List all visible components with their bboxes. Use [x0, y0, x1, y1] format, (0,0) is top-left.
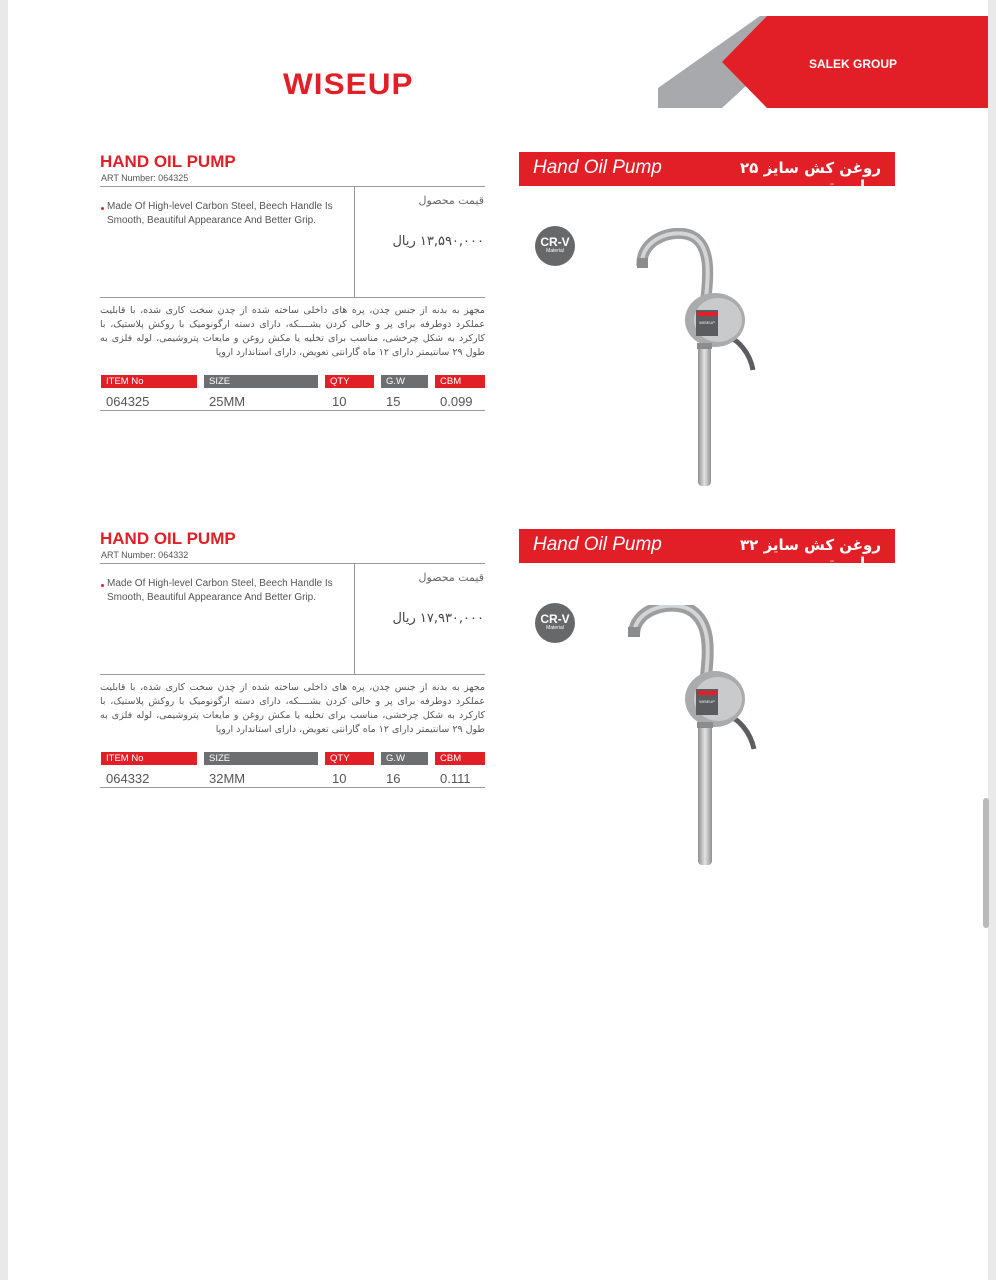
material-caption: Material: [546, 248, 564, 254]
feature-text-en: Made Of High-level Carbon Steel, Beech Handle Is Smooth, Beautiful Appearance And Better Grip.: [107, 578, 333, 603]
pump-label: WISEUP: [699, 320, 715, 325]
divider-vertical: [354, 187, 355, 297]
material-badge: [535, 603, 575, 643]
table-cell-gw: 15: [386, 394, 401, 409]
divider-vertical: [354, 564, 355, 674]
product-banner: [519, 152, 895, 195]
table-cell-size: 32MM: [209, 771, 246, 786]
table-cell-cbm: 0.099: [440, 394, 473, 409]
table-cell-qty: 10: [332, 394, 347, 409]
table-header-item-no: ITEM No: [101, 375, 197, 388]
banner-title-en: Hand Oil Pump: [533, 157, 662, 178]
table-header-cbm: CBM: [435, 375, 485, 388]
product-card: [0, 152, 996, 532]
material-badge: [535, 226, 575, 266]
table-header-cbm: CBM: [435, 752, 485, 765]
table-cell-item-no: 064325: [106, 394, 150, 409]
table-header-gw: G.W: [381, 375, 428, 388]
product-banner: [519, 529, 895, 572]
feature-text-en: Made Of High-level Carbon Steel, Beech Handle Is Smooth, Beautiful Appearance And Better Grip.: [107, 201, 333, 226]
product-price: ۱۷,۹۳۰,۰۰۰ ریال: [392, 611, 484, 626]
price-label: قیمت محصول: [418, 194, 484, 207]
brand-group-label: SALEK GROUP: [808, 57, 897, 71]
product-card: [0, 529, 996, 909]
table-header-item-no: ITEM No: [101, 752, 197, 765]
hand-oil-pump-image: [620, 605, 770, 870]
table-header-size: SIZE: [204, 375, 318, 388]
divider: [100, 186, 485, 187]
description-fa: مجهز به بدنه از جنس چدن، پره های داخلی ساخته شده از چدن سخت کاری شده، با قابلیت عملکرد دوطرفه برای پر و خالی کردن بشــــکه، دارای دسته ارگونومیک با روکش پلاستیک، با کارکرد به شکل چرخشی، مناسب برای تخلیه یا مکش روغن و مایعات پتروشیمی، لوله فلزی به طول ۲۹ سانتیمتر دارای ۱۲ ماه گارانتی تعویض، دارای استاندارد اروپا: [100, 682, 485, 735]
logo-wordmark: WISEUP: [283, 68, 414, 101]
banner-title-fa: روغن کش سایز ۳۲ میلی‌متر: [740, 536, 881, 572]
table-header-qty: QTY: [325, 752, 374, 765]
table-header-gw: G.W: [381, 752, 428, 765]
table-cell-qty: 10: [332, 771, 347, 786]
table-cell-gw: 16: [386, 771, 401, 786]
banner-title-fa: روغن کش سایز ۲۵ میلی‌متر: [740, 159, 881, 195]
table-header-qty: QTY: [325, 375, 374, 388]
material-badge-text: CR-V: [540, 235, 570, 249]
table-cell-cbm: 0.111: [440, 771, 471, 786]
divider: [100, 674, 485, 675]
art-number: ART Number: 064332: [101, 550, 189, 560]
divider: [100, 410, 485, 411]
art-number: ART Number: 064325: [101, 173, 189, 183]
banner-title-en: Hand Oil Pump: [533, 534, 662, 555]
divider: [100, 563, 485, 564]
divider: [100, 787, 485, 788]
material-caption: Material: [546, 625, 564, 631]
price-label: قیمت محصول: [418, 571, 484, 584]
product-title: HAND OIL PUMP: [100, 529, 236, 548]
pump-label: WISEUP: [699, 699, 715, 704]
product-title: HAND OIL PUMP: [100, 152, 236, 171]
table-cell-size: 25MM: [209, 394, 246, 409]
product-price: ۱۳,۵۹۰,۰۰۰ ریال: [392, 234, 484, 249]
divider: [100, 297, 485, 298]
wiseup-logo: [283, 70, 453, 100]
table-header-size: SIZE: [204, 752, 318, 765]
material-badge-text: CR-V: [540, 612, 570, 626]
table-cell-item-no: 064332: [106, 771, 150, 786]
header-banner: [0, 0, 996, 120]
description-fa: مجهز به بدنه از جنس چدن، پره های داخلی ساخته شده از چدن سخت کاری شده، با قابلیت عملکرد دوطرفه برای پر و خالی کردن بشــــکه، دارای دسته ارگونومیک با روکش پلاستیک، با کارکرد به شکل چرخشی، مناسب برای تخلیه یا مکش روغن و مایعات پتروشیمی، لوله فلزی به طول ۲۹ سانتیمتر دارای ۱۲ ماه گارانتی تعویض، دارای استاندارد اروپا: [100, 305, 485, 358]
hand-oil-pump-image: [620, 228, 770, 493]
